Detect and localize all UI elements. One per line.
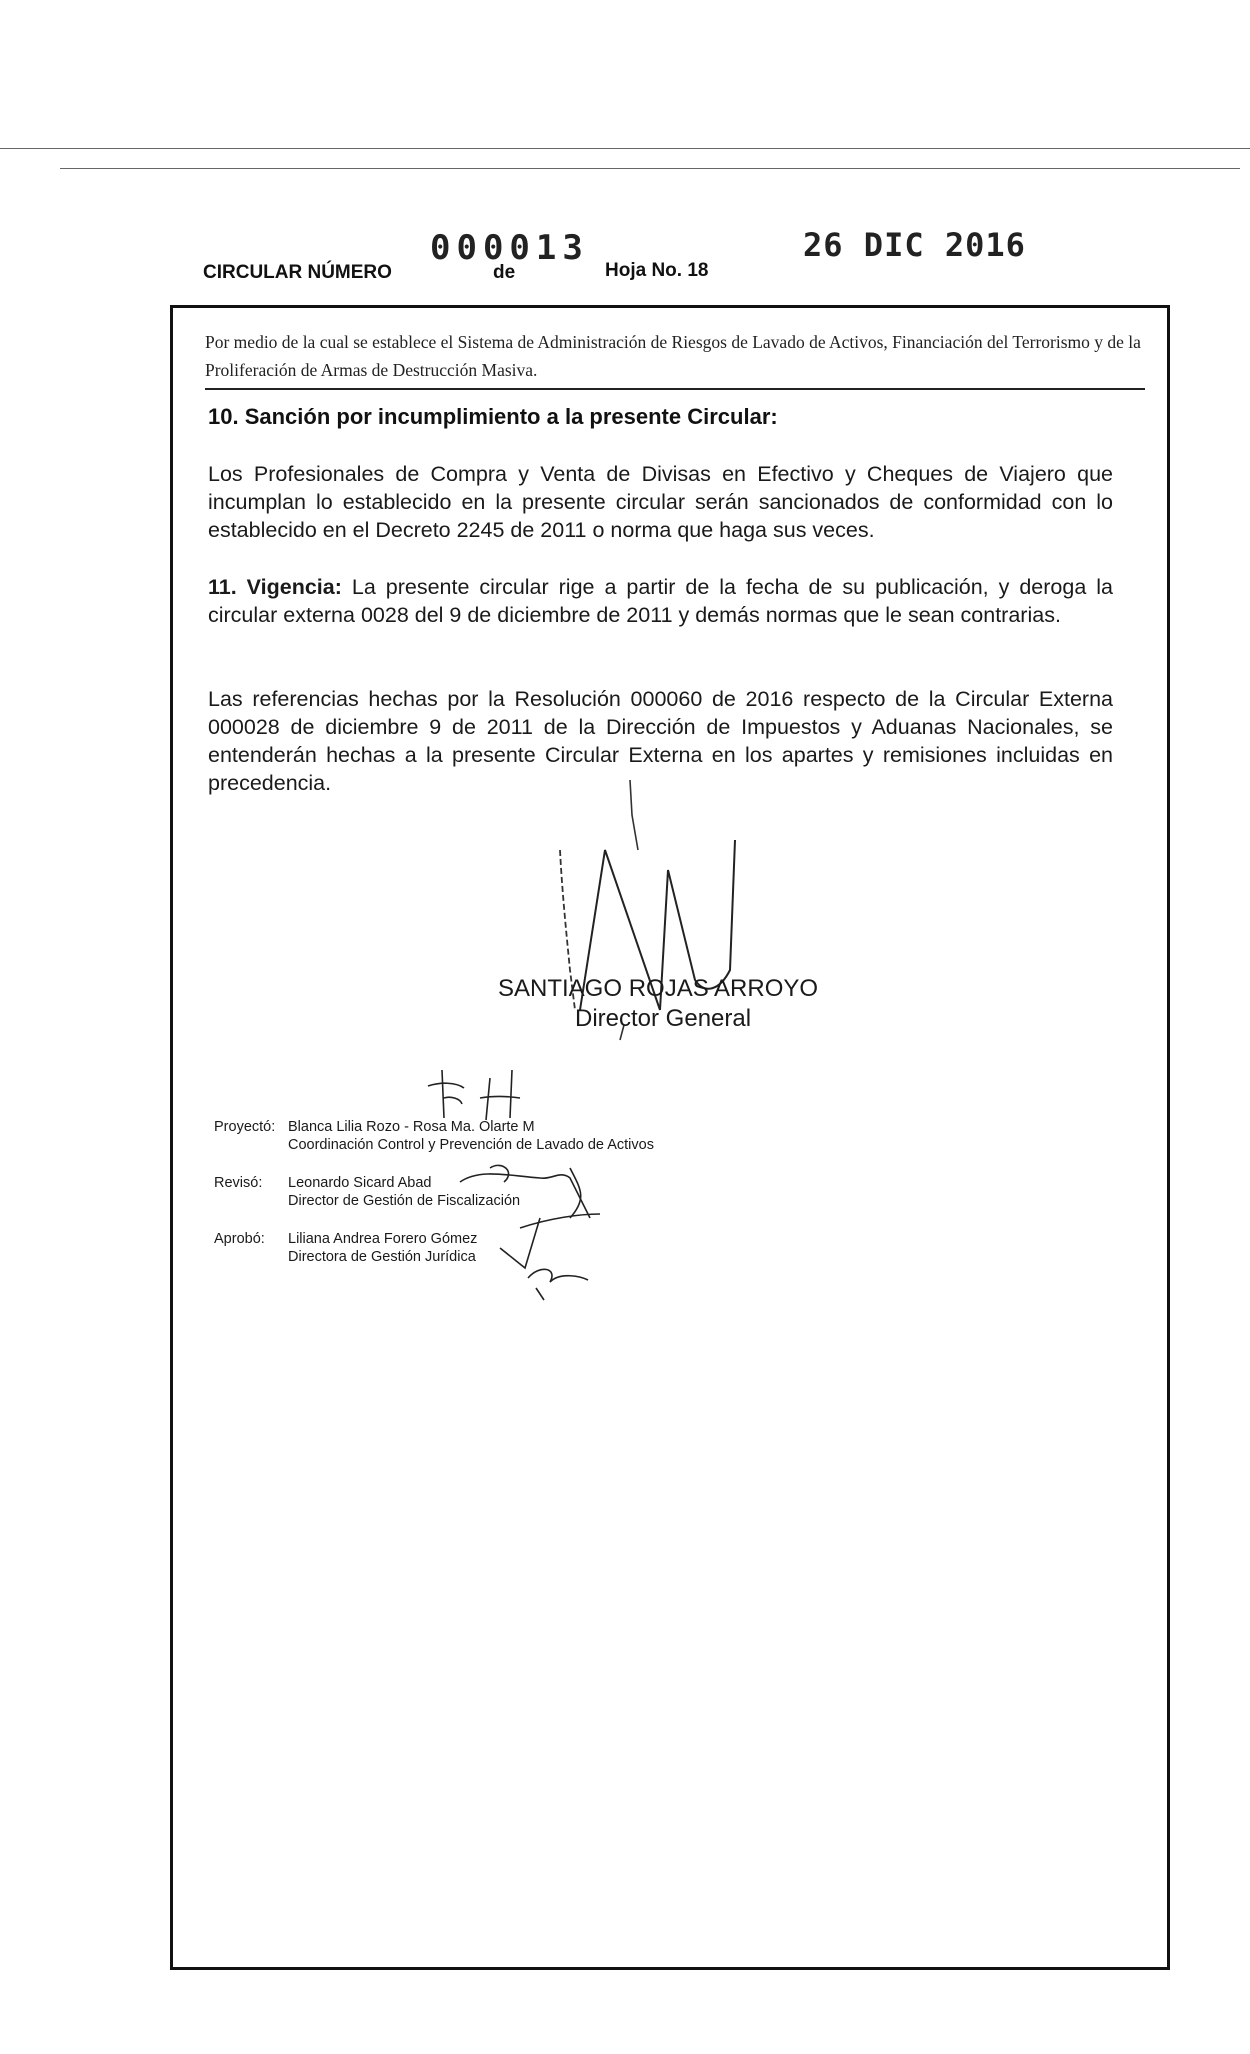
de-label: de <box>493 262 516 283</box>
proyecto-role: Coordinación Control y Prevención de Lavado de Activos <box>288 1137 654 1153</box>
aprobo-role: Directora de Gestión Jurídica <box>288 1249 476 1265</box>
reviewer-initials <box>420 1068 600 1308</box>
signatory-name: SANTIAGO ROJAS ARROYO <box>498 975 819 1002</box>
section-11 <box>208 573 1113 629</box>
top-rule-2 <box>60 168 1240 169</box>
reviso-role: Director de Gestión de Fiscalización <box>288 1193 521 1209</box>
references-paragraph: Las referencias hechas por la Resolución 000060 de 2016 respecto de la Circular Externa 000028 de diciembre 9 de 2011 de la Dirección de Impuestos y Aduanas Nacionales, se entenderán hechas a la presente Circular Externa en los apartes y remisiones incluidas en precedencia. <box>208 687 1113 795</box>
section-10-body: Los Profesionales de Compra y Venta de Divisas en Efectivo y Cheques de Viajero que incumplan lo establecido en la presente circular serán sancionados de conformidad con lo establecido en el Decreto 2245 de 2011 o norma que haga sus veces. <box>208 462 1113 542</box>
proyecto-name: Blanca Lilia Rozo - Rosa Ma. Olarte M <box>288 1119 535 1135</box>
top-rule <box>0 148 1250 149</box>
aprobo-label: Aprobó: <box>214 1231 265 1247</box>
circular-label: CIRCULAR NÚMERO <box>203 262 392 283</box>
proyecto-label: Proyectó: <box>214 1119 276 1135</box>
section-11-title: 11. Vigencia: <box>208 575 342 599</box>
section-10-title: 10. Sanción por incumplimiento a la presente Circular: <box>208 404 778 429</box>
reviso-name: Leonardo Sicard Abad <box>288 1175 432 1191</box>
circular-number: 000013 <box>430 228 589 268</box>
subject-line: Por medio de la cual se establece el Sistema de Administración de Riesgos de Lavado de Activos, Financiación del Terrorismo y de la Proliferación de Armas de Destrucción Masiva. <box>205 328 1145 390</box>
aprobo-name: Liliana Andrea Forero Gómez <box>288 1231 478 1247</box>
section-11-body: La presente circular rige a partir de la fecha de su publicación, y deroga la circular externa 0028 del 9 de diciembre de 2011 y demás normas que le sean contrarias. <box>208 575 1113 627</box>
sheet-number: Hoja No. 18 <box>605 260 709 281</box>
signatory-title: Director General <box>575 1005 752 1032</box>
issue-date: 26 DIC 2016 <box>803 226 1026 264</box>
reviso-label: Revisó: <box>214 1175 263 1191</box>
